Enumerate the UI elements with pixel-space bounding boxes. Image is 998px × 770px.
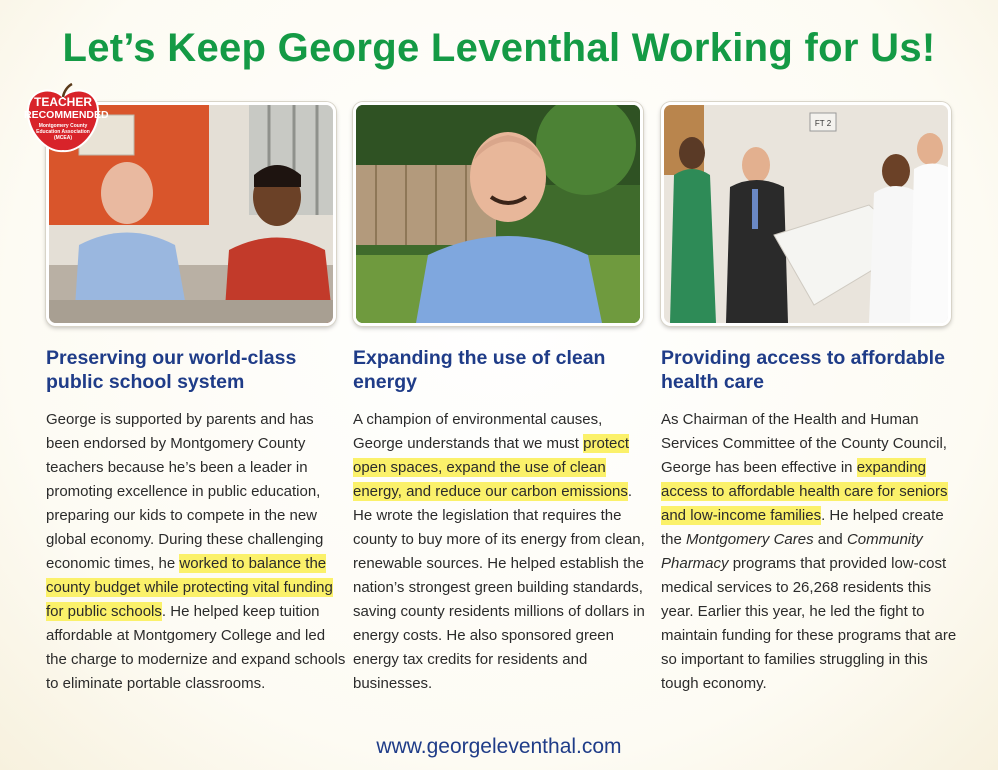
body-text: and <box>813 531 847 548</box>
program-name: Community Pharmacy <box>661 531 923 572</box>
column-clean-energy <box>353 346 653 696</box>
highlighted-text: expanding access to affordable health care for seniors and low-income families <box>661 459 948 524</box>
column-body <box>353 408 653 696</box>
body-text: programs that provided low-cost medical services to 26,268 residents this year. Earlier this year, he led the fight to maintain funding for these programs that are so important to families struggling in this tough economy. <box>661 555 957 692</box>
room-sign: FT 2 <box>814 119 832 128</box>
badge-line3: Montgomery County Education Association (MCEA) <box>36 123 90 141</box>
body-text: A champion of environmental causes, George understands that we must <box>353 411 603 452</box>
column-heading: Providing access to affordable health care <box>661 347 945 393</box>
photo-hospital-visit <box>661 102 951 326</box>
program-name: Montgomery Cares <box>686 531 814 548</box>
photo-outdoor-portrait <box>353 102 643 326</box>
column-heading: Expanding the use of clean energy <box>353 347 606 393</box>
teacher-recommended-badge <box>24 83 109 155</box>
page-headline: Let’s Keep George Leventhal Working for Us! <box>62 26 936 70</box>
body-text: . He helped keep tuition affordable at Montgomery College and led the charge to modernize and expand schools to eliminate portable classrooms. <box>46 603 346 692</box>
body-text: . He wrote the legislation that requires the county to buy more of its energy from clean, renewable sources. He helped establish the nation’s strongest green building standards, saving county residents millions of dollars in energy costs. He also sponsored green energy tax credits for residents and businesses. <box>353 483 645 692</box>
column-health-care <box>661 346 961 696</box>
highlighted-text: worked to balance the county budget while protecting vital funding for public schools <box>46 555 333 620</box>
website-link[interactable]: www.georgeleventhal.com <box>376 735 622 758</box>
column-heading: Preserving our world-class public school system <box>46 347 297 393</box>
body-text: George is supported by parents and has been endorsed by Montgomery County teachers because he’s been a leader in promoting excellence in public education, preparing our kids to compete in the new global economy. During these challenging economic times, he <box>46 411 324 572</box>
body-text: . He helped create the <box>661 507 944 548</box>
body-text: As Chairman of the Health and Human Services Committee of the County Council, George has been effective in <box>661 411 947 476</box>
column-body <box>661 408 961 696</box>
highlighted-text: protect open spaces, expand the use of clean energy, and reduce our carbon emissions <box>353 435 629 500</box>
column-schools <box>46 346 346 696</box>
badge-line1: TEACHER <box>33 95 92 109</box>
badge-line2: RECOMMENDED <box>24 109 109 121</box>
column-body <box>46 408 346 696</box>
